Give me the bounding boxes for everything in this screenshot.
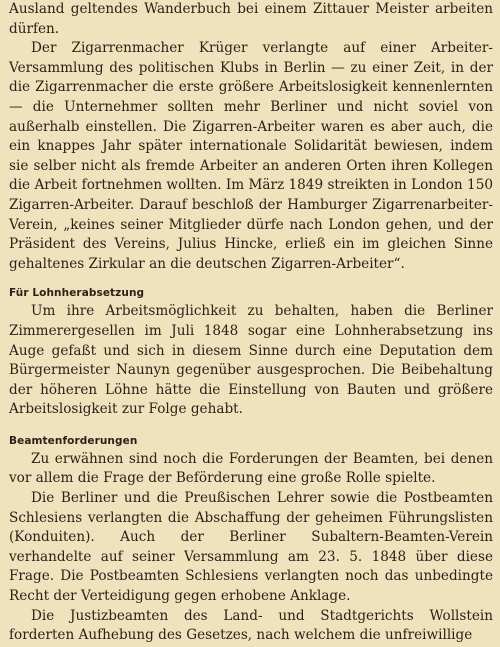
paragraph-zigarrenmacher: Der Zigarrenmacher Krüger verlangte auf einer Arbeiter-Versammlung des politischen Klubs in Berlin — zu einer Zeit, in der die Zigarrenmacher die erste größere Arbeitslosigkeit kennenlernten — die Unternehmer sollten mehr Berliner und nicht soviel von außerhalb einstellen. Die Zigarren-Arbeiter waren es aber auch, die ein knappes Jahr später internationale Solidarität bewiesen, indem sie selber nicht als fremde Arbeiter an anderen Orten ihren Kollegen die Arbeit fortnehmen wollten. Im März 1849 streikten in London 150 Zigarren-Arbeiter. Darauf beschloß der Hamburger Zigarrenarbeiter-Verein, „keines seiner Mitglieder dürfe nach London gehen, und der Präsident des Vereins, Julius Hincke, erließ ein im gleichen Sinne gehaltenes Zirkular an die deutschen Zigarren-Arbeiter“.: [9, 40, 493, 272]
paragraph-lohnherabsetzung: Um ihre Arbeitsmöglichkeit zu behalten, haben die Berliner Zimmerergesellen im Juli 1848 sogar eine Lohnherabsetzung ins Auge gefaßt und sich in diesem Sinne durch eine Deputation dem Bürgermeister Naunyn gegenüber ausgesprochen. Die Beibehaltung der höheren Löhne hätte die Einstellung von Bauten und größere Arbeitslosigkeit zur Folge gehabt.: [9, 303, 493, 418]
paragraph-justizbeamte: Die Justizbeamten des Land- und Stadtgerichts Wollstein forderten Aufhebung des Gesetzes, nach welchem die unfreiwillige: [9, 607, 493, 644]
section-heading-beamtenforderungen: Beamtenforderungen: [9, 434, 138, 447]
paragraph-lehrer-postbeamte: Die Berliner und die Preußischen Lehrer sowie die Postbeamten Schlesiens verlangten die Abschaffung der geheimen Führungslisten (Konduiten). Auch der Berliner Subaltern-Beamten-Verein verhandelte auf seiner Versammlung am 23. 5. 1848 über diese Frage. Die Postbeamten Schlesiens verlangten noch das unbedingte Recht der Verteidigung gegen erhobene Anklage.: [9, 490, 493, 605]
section-heading-lohnherabsetzung: Für Lohnherabsetzung: [9, 287, 145, 300]
paragraph-beamte-intro: Zu erwähnen sind noch die Forderungen der Beamten, bei denen vor allem die Frage der Beförderung eine große Rolle spielte.: [9, 450, 493, 487]
paragraph-continuation: Ausland geltendes Wanderbuch bei einem Zittauer Meister arbeiten dürfen.: [9, 1, 493, 37]
document-page: [9, 0, 493, 647]
